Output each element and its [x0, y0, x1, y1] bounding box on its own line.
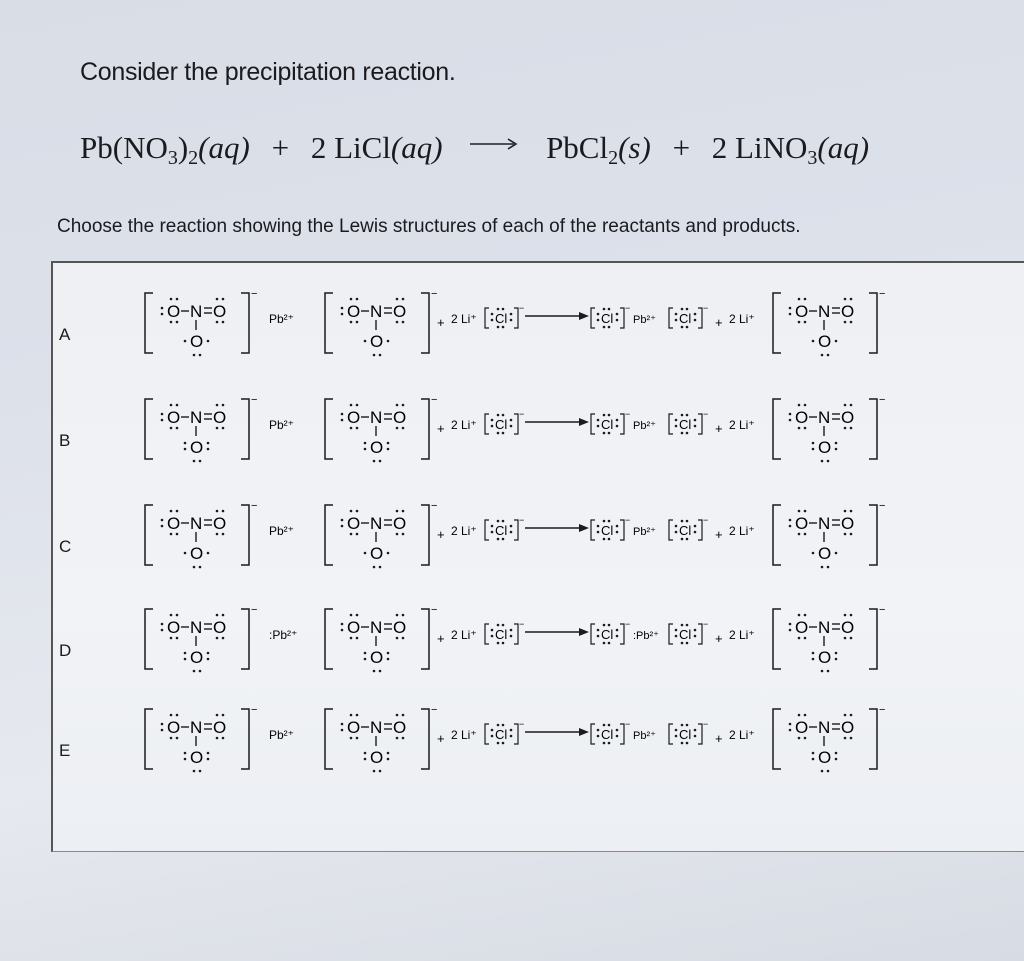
plus-sign: +	[437, 527, 445, 542]
oxygen-atom: O	[347, 408, 361, 427]
oxygen-atom: O	[167, 408, 181, 427]
oxygen-atom: O	[213, 618, 227, 637]
oxygen-atom: O	[213, 718, 227, 737]
lead-ion-label: :Pb²⁺	[269, 628, 298, 642]
oxygen-atom: O	[167, 718, 181, 737]
svg-text:−: −	[519, 303, 525, 313]
reaction-arrow-icon	[470, 138, 518, 150]
svg-text:Cl: Cl	[495, 417, 508, 432]
svg-text:−: −	[519, 619, 525, 629]
lithium-ion-label: 2 Li⁺	[451, 312, 477, 326]
nitrate-ion	[773, 604, 885, 672]
lead-ion-label: Pb²⁺	[269, 418, 295, 432]
lead-ion-label: Pb²⁺	[633, 314, 656, 326]
chloride-ion	[669, 409, 708, 434]
option-letter: B	[59, 431, 71, 450]
plus-sign: +	[715, 527, 723, 542]
svg-text:−: −	[431, 604, 438, 616]
chloride-ion	[485, 409, 524, 434]
svg-text:Cl: Cl	[679, 523, 692, 538]
plus-sign: +	[437, 315, 445, 330]
nitrogen-atom: N	[190, 302, 203, 321]
oxygen-atom: O	[795, 514, 809, 533]
nitrogen-atom: N	[818, 718, 831, 737]
nitrogen-atom: N	[370, 302, 383, 321]
oxygen-atom: O	[347, 718, 361, 737]
nitrate-ion	[145, 394, 257, 462]
nitrogen-atom: N	[190, 618, 203, 637]
lithium-ion-label: 2 Li⁺	[729, 312, 755, 326]
nitrogen-atom: N	[190, 718, 203, 737]
option-letter: C	[59, 537, 72, 556]
product-lithium-nitrate: 2 LiNO3(aq)	[711, 130, 870, 169]
nitrogen-atom: N	[818, 408, 831, 427]
oxygen-atom: O	[347, 302, 361, 321]
svg-text:−: −	[251, 704, 258, 716]
lead-ion-label: Pb²⁺	[633, 526, 656, 538]
oxygen-atom: O	[818, 748, 832, 767]
lewis-structure-reaction	[133, 389, 1013, 489]
nitrogen-atom: N	[190, 514, 203, 533]
oxygen-atom: O	[841, 718, 855, 737]
lithium-ion-label: 2 Li⁺	[729, 524, 755, 538]
svg-text:Cl: Cl	[495, 523, 508, 538]
oxygen-atom: O	[818, 438, 832, 457]
svg-text:−: −	[879, 288, 886, 300]
svg-text:Cl: Cl	[601, 523, 614, 538]
svg-text:−: −	[431, 704, 438, 716]
chloride-ion	[669, 303, 708, 328]
oxygen-atom: O	[190, 332, 204, 351]
svg-text:−: −	[431, 500, 438, 512]
svg-text:Cl: Cl	[601, 417, 614, 432]
nitrate-ion	[325, 394, 437, 462]
lithium-ion-label: 2 Li⁺	[451, 728, 477, 742]
plus-sign: +	[715, 731, 723, 746]
svg-text:Cl: Cl	[679, 417, 692, 432]
plus-sign: +	[271, 130, 290, 165]
lewis-structure-reaction	[133, 495, 1013, 595]
option-row-e[interactable]	[53, 704, 1024, 821]
plus-sign: +	[437, 631, 445, 646]
chloride-ion	[485, 303, 524, 328]
svg-text:−: −	[251, 288, 258, 300]
svg-text:−: −	[879, 500, 886, 512]
oxygen-atom: O	[393, 408, 407, 427]
plus-sign: +	[715, 421, 723, 436]
svg-text:−: −	[703, 409, 709, 419]
oxygen-atom: O	[795, 408, 809, 427]
nitrate-ion	[145, 604, 257, 672]
oxygen-atom: O	[190, 544, 204, 563]
lithium-ion-label: 2 Li⁺	[451, 628, 477, 642]
lead-ion-label: Pb²⁺	[633, 420, 656, 432]
plus-sign: +	[437, 421, 445, 436]
chloride-ion	[591, 303, 630, 328]
oxygen-atom: O	[841, 302, 855, 321]
nitrate-ion	[773, 500, 885, 568]
svg-text:−: −	[879, 704, 886, 716]
nitrate-ion	[325, 288, 437, 356]
chloride-ion	[591, 719, 630, 744]
oxygen-atom: O	[167, 618, 181, 637]
lewis-structure-reaction	[133, 599, 1013, 699]
oxygen-atom: O	[818, 648, 832, 667]
oxygen-atom: O	[167, 514, 181, 533]
nitrate-ion	[773, 704, 885, 772]
svg-text:Cl: Cl	[495, 727, 508, 742]
lithium-ion-label: 2 Li⁺	[729, 418, 755, 432]
oxygen-atom: O	[213, 408, 227, 427]
svg-text:Cl: Cl	[601, 311, 614, 326]
oxygen-atom: O	[190, 748, 204, 767]
nitrate-ion	[773, 288, 885, 356]
oxygen-atom: O	[167, 302, 181, 321]
lithium-ion-label: 2 Li⁺	[729, 628, 755, 642]
oxygen-atom: O	[795, 718, 809, 737]
lewis-structure-reaction	[133, 699, 1013, 799]
svg-text:−: −	[251, 500, 258, 512]
nitrogen-atom: N	[370, 618, 383, 637]
svg-text:−: −	[703, 303, 709, 313]
nitrogen-atom: N	[818, 302, 831, 321]
svg-text:−: −	[879, 394, 886, 406]
svg-text:−: −	[431, 288, 438, 300]
product-lead-chloride: PbCl2(s)	[546, 130, 651, 169]
svg-text:Cl: Cl	[495, 311, 508, 326]
svg-text:Cl: Cl	[601, 727, 614, 742]
nitrate-ion	[145, 704, 257, 772]
question-prompt: Choose the reaction showing the Lewis structures of each of the reactants and products.	[57, 216, 801, 237]
svg-text:−: −	[519, 409, 525, 419]
svg-text:−: −	[703, 515, 709, 525]
svg-text:Cl: Cl	[495, 627, 508, 642]
oxygen-atom: O	[213, 302, 227, 321]
svg-text:Cl: Cl	[679, 627, 692, 642]
oxygen-atom: O	[347, 514, 361, 533]
svg-text:−: −	[625, 719, 631, 729]
svg-text:Cl: Cl	[679, 727, 692, 742]
lead-ion-label: Pb²⁺	[269, 524, 295, 538]
plus-sign: +	[715, 631, 723, 646]
oxygen-atom: O	[190, 438, 204, 457]
option-letter: A	[59, 325, 71, 344]
chloride-ion	[591, 619, 630, 644]
lead-ion-label: Pb²⁺	[269, 312, 295, 326]
oxygen-atom: O	[818, 544, 832, 563]
chloride-ion	[591, 515, 630, 540]
oxygen-atom: O	[393, 718, 407, 737]
nitrate-ion	[325, 604, 437, 672]
svg-text:−: −	[625, 515, 631, 525]
oxygen-atom: O	[795, 618, 809, 637]
nitrate-ion	[145, 500, 257, 568]
nitrate-ion	[325, 704, 437, 772]
chloride-ion	[669, 619, 708, 644]
reaction-equation	[80, 130, 870, 169]
nitrogen-atom: N	[370, 514, 383, 533]
oxygen-atom: O	[370, 332, 384, 351]
svg-text:−: −	[431, 394, 438, 406]
svg-text:−: −	[251, 394, 258, 406]
oxygen-atom: O	[370, 544, 384, 563]
reactant-lead-nitrate: Pb(NO3)2(aq)	[80, 130, 250, 169]
chloride-ion	[591, 409, 630, 434]
oxygen-atom: O	[370, 748, 384, 767]
svg-text:Cl: Cl	[679, 311, 692, 326]
svg-text:−: −	[625, 619, 631, 629]
chloride-ion	[669, 515, 708, 540]
lead-ion-label: Pb²⁺	[269, 728, 295, 742]
svg-text:−: −	[703, 719, 709, 729]
plus-sign: +	[437, 731, 445, 746]
nitrogen-atom: N	[818, 514, 831, 533]
nitrate-ion	[773, 394, 885, 462]
oxygen-atom: O	[370, 438, 384, 457]
nitrogen-atom: N	[818, 618, 831, 637]
lewis-structure-reaction	[133, 283, 1013, 383]
lithium-ion-label: 2 Li⁺	[451, 524, 477, 538]
oxygen-atom: O	[370, 648, 384, 667]
plus-sign: +	[672, 130, 691, 165]
chloride-ion	[485, 719, 524, 744]
lead-ion-label: Pb²⁺	[633, 730, 656, 742]
options-table	[51, 261, 1024, 852]
svg-text:−: −	[519, 719, 525, 729]
option-letter: D	[59, 641, 72, 660]
oxygen-atom: O	[190, 648, 204, 667]
lithium-ion-label: 2 Li⁺	[729, 728, 755, 742]
chloride-ion	[485, 515, 524, 540]
svg-text:−: −	[625, 303, 631, 313]
plus-sign: +	[715, 315, 723, 330]
svg-text:−: −	[519, 515, 525, 525]
oxygen-atom: O	[393, 514, 407, 533]
oxygen-atom: O	[393, 302, 407, 321]
oxygen-atom: O	[347, 618, 361, 637]
oxygen-atom: O	[841, 618, 855, 637]
nitrate-ion	[325, 500, 437, 568]
svg-text:Cl: Cl	[601, 627, 614, 642]
svg-text:−: −	[251, 604, 258, 616]
nitrate-ion	[145, 288, 257, 356]
question-heading: Consider the precipitation reaction.	[80, 58, 456, 86]
nitrogen-atom: N	[190, 408, 203, 427]
oxygen-atom: O	[393, 618, 407, 637]
lithium-ion-label: 2 Li⁺	[451, 418, 477, 432]
nitrogen-atom: N	[370, 718, 383, 737]
lead-ion-label: :Pb²⁺	[633, 630, 659, 642]
oxygen-atom: O	[213, 514, 227, 533]
option-letter: E	[59, 741, 71, 760]
svg-text:−: −	[703, 619, 709, 629]
chloride-ion	[485, 619, 524, 644]
svg-text:−: −	[879, 604, 886, 616]
reactant-lithium-chloride: 2 LiCl(aq)	[310, 130, 443, 165]
oxygen-atom: O	[841, 408, 855, 427]
oxygen-atom: O	[795, 302, 809, 321]
chloride-ion	[669, 719, 708, 744]
oxygen-atom: O	[841, 514, 855, 533]
svg-text:−: −	[625, 409, 631, 419]
nitrogen-atom: N	[370, 408, 383, 427]
oxygen-atom: O	[818, 332, 832, 351]
